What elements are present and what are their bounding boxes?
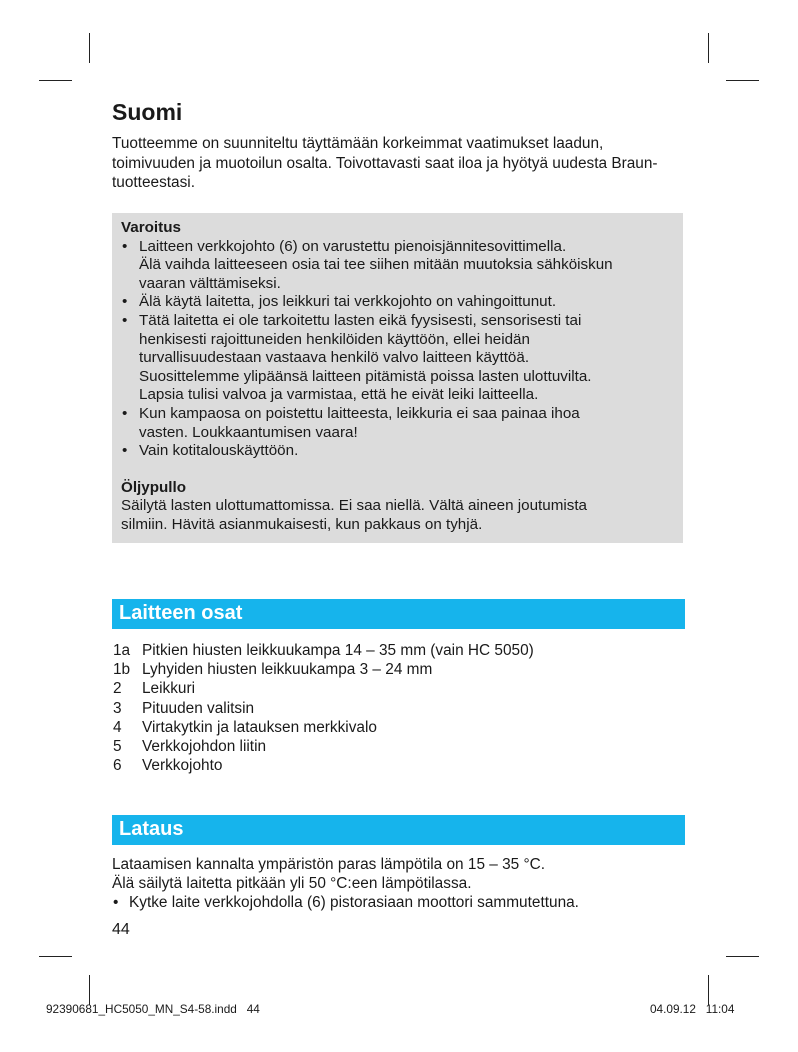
part-description: Verkkojohto	[142, 757, 223, 775]
warning-item-line: Kun kampaosa on poistettu laitteesta, leikkuria ei saa painaa ihoa	[139, 404, 580, 422]
bullet-dot: •	[122, 404, 128, 422]
part-row	[113, 718, 534, 737]
bullet-dot: •	[113, 894, 119, 912]
warning-item-line: henkisesti rajoittuneiden henkilöiden käyttöön, ellei heidän	[139, 330, 530, 348]
crop-mark	[39, 80, 72, 81]
bullet-dot: •	[122, 311, 128, 329]
charging-bullet-text: Kytke laite verkkojohdolla (6) pistorasiaan moottori sammutettuna.	[129, 894, 579, 912]
charging-text	[112, 855, 692, 913]
part-row	[113, 737, 534, 756]
warning-box	[112, 213, 683, 543]
crop-mark	[89, 33, 90, 63]
part-row	[113, 641, 534, 660]
oil-heading: Öljypullo	[121, 478, 186, 496]
warning-item	[121, 312, 677, 405]
page-number: 44	[112, 921, 130, 938]
warning-item	[121, 405, 677, 442]
warning-item	[121, 442, 677, 461]
part-number: 2	[113, 680, 122, 698]
warning-item-line: Älä vaihda laitteeseen osia tai tee siihen mitään muutoksia sähköiskun	[139, 256, 613, 274]
warning-item-line: vaaran välttämiseksi.	[139, 274, 281, 292]
footer-date-time: 04.09.12 11:04	[650, 1002, 735, 1016]
part-description: Virtakytkin ja latauksen merkkivalo	[142, 718, 377, 736]
part-number: 1b	[113, 661, 131, 679]
bullet-dot: •	[122, 237, 128, 255]
warning-item-line: Vain kotitalouskäyttöön.	[139, 442, 299, 460]
crop-mark	[89, 975, 90, 1005]
warning-list	[121, 238, 677, 461]
intro-paragraph: Tuotteemme on suunniteltu täyttämään korkeimmat vaatimukset laadun, toimivuuden ja muotoilun osalta. Toivottavasti saat iloa ja hyötyä uudesta Braun-tuotteestasi.	[112, 135, 658, 191]
crop-mark	[726, 80, 759, 81]
charging-line: Lataamisen kannalta ympäristön paras lämpötila on 15 – 35 °C.	[112, 856, 546, 873]
page-title: Suomi	[112, 99, 183, 125]
bullet-dot: •	[122, 293, 128, 311]
crop-mark	[708, 975, 709, 1005]
charging-bullet	[112, 893, 692, 912]
warning-heading: Varoitus	[121, 219, 181, 236]
part-number: 6	[113, 757, 122, 775]
part-number: 3	[113, 699, 122, 717]
crop-mark	[726, 956, 759, 957]
warning-item-line: Suosittelemme ylipäänsä laitteen pitämistä poissa lasten ulottuvilta.	[139, 367, 592, 385]
oil-line: Säilytä lasten ulottumattomissa. Ei saa niellä. Vältä aineen joutumista	[121, 497, 587, 515]
parts-section-bar	[112, 599, 685, 629]
warning-item-line: turvallisuudestaan vastaava henkilö valvo laitteen käyttöä.	[139, 349, 530, 367]
oil-text	[121, 497, 677, 534]
footer-file-info: 92390681_HC5050_MN_S4-58.indd 44	[46, 1002, 260, 1016]
warning-item	[121, 293, 677, 312]
parts-heading: Laitteen osat	[119, 602, 243, 624]
part-number: 4	[113, 718, 122, 736]
crop-mark	[39, 956, 72, 957]
part-row	[113, 699, 534, 718]
warning-item-line: Älä käytä laitetta, jos leikkuri tai verkkojohto on vahingoittunut.	[139, 293, 557, 311]
part-description: Verkkojohdon liitin	[142, 738, 267, 756]
part-row	[113, 679, 534, 698]
bullet-dot: •	[122, 442, 128, 460]
charging-section-bar	[112, 815, 685, 845]
warning-item-line: Laitteen verkkojohto (6) on varustettu pienoisjännitesovittimella.	[139, 237, 567, 255]
charging-line: Älä säilytä laitetta pitkään yli 50 °C:een lämpötilassa.	[112, 875, 472, 893]
part-description: Pituuden valitsin	[142, 699, 255, 717]
oil-line: silmiin. Hävitä asianmukaisesti, kun pakkaus on tyhjä.	[121, 515, 483, 533]
warning-item-line: Tätä laitetta ei ole tarkoitettu lasten eikä fyysisesti, sensorisesti tai	[139, 311, 582, 329]
part-number: 1a	[113, 642, 131, 659]
warning-item	[121, 238, 677, 294]
part-description: Pitkien hiusten leikkuukampa 14 – 35 mm (vain HC 5050)	[142, 642, 534, 659]
crop-mark	[708, 33, 709, 63]
part-description: Leikkuri	[142, 680, 196, 698]
part-row	[113, 756, 534, 775]
part-number: 5	[113, 738, 122, 756]
part-description: Lyhyiden hiusten leikkuukampa 3 – 24 mm	[142, 661, 433, 679]
warning-item-line: vasten. Loukkaantumisen vaara!	[139, 423, 358, 441]
parts-list	[113, 641, 534, 775]
charging-heading: Lataus	[119, 818, 184, 840]
part-row	[113, 660, 534, 679]
warning-item-line: Lapsia tulisi valvoa ja varmistaa, että he eivät leiki laitteella.	[139, 386, 539, 404]
